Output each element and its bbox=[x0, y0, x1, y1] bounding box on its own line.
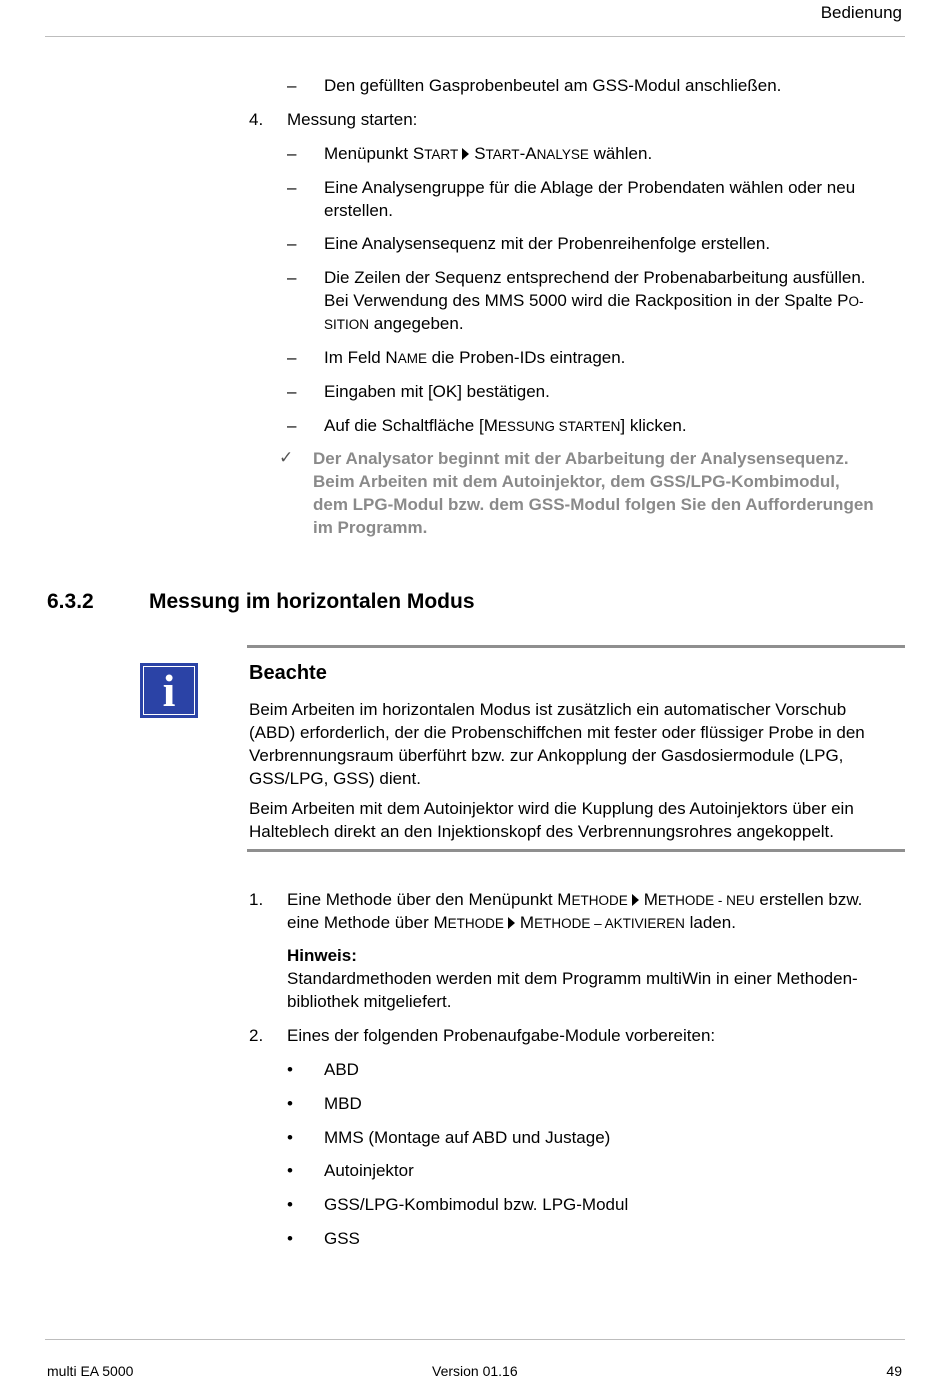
substep-analysis-group-l1: Eine Analysengruppe für die Ablage der Probendaten wählen oder neu bbox=[324, 178, 856, 197]
footer-product: multi EA 5000 bbox=[47, 1363, 134, 1379]
menu-arrow-icon bbox=[462, 148, 469, 160]
hint-l1: Standardmethoden werden mit dem Programm multiWin in einer Methoden- bbox=[287, 969, 858, 988]
step-number: 2. bbox=[249, 1026, 264, 1045]
section-title: Messung im horizontalen Modus bbox=[149, 590, 475, 613]
step-prepare-modules: Eines der folgenden Probenaufgabe-Module vorbereiten: bbox=[287, 1026, 716, 1045]
info-icon bbox=[140, 663, 198, 718]
dash-marker: – bbox=[287, 348, 297, 367]
bullet-icon: • bbox=[287, 1060, 293, 1079]
substep-click-start: Auf die Schaltfläche [MESSUNG STARTEN] klicken. bbox=[324, 416, 687, 435]
check-icon: ✓ bbox=[279, 448, 294, 467]
list-item: MMS (Montage auf ABD und Justage) bbox=[324, 1128, 611, 1147]
step-method-l1: Eine Methode über den Menüpunkt METHODE METHODE - NEU erstellen bzw. bbox=[287, 890, 863, 909]
step-start-measurement: Messung starten: bbox=[287, 110, 418, 129]
step-number: 1. bbox=[249, 890, 264, 909]
substep-fill-rows-l3: SITION angegeben. bbox=[324, 314, 464, 333]
bullet-icon: • bbox=[287, 1195, 293, 1214]
note-top-rule bbox=[247, 645, 905, 648]
dash-marker: – bbox=[287, 76, 297, 95]
footer-version: Version 01.16 bbox=[432, 1363, 518, 1379]
list-item: GSS/LPG-Kombimodul bzw. LPG-Modul bbox=[324, 1195, 629, 1214]
dash-marker: – bbox=[287, 234, 297, 253]
list-item: ABD bbox=[324, 1060, 359, 1079]
substep-analysis-group-l2: erstellen. bbox=[324, 201, 393, 220]
substep-create-sequence: Eine Analysensequenz mit der Probenreihenfolge erstellen. bbox=[324, 234, 771, 253]
dash-marker: – bbox=[287, 382, 297, 401]
note-p1-l4: GSS/LPG, GSS) dient. bbox=[249, 769, 421, 788]
dash-marker: – bbox=[287, 178, 297, 197]
note-title: Beachte bbox=[249, 662, 327, 684]
running-header: Bedienung bbox=[820, 3, 902, 22]
note-p2-l1: Beim Arbeiten mit dem Autoinjektor wird die Kupplung des Autoinjektors über ein bbox=[249, 799, 854, 818]
bullet-icon: • bbox=[287, 1229, 293, 1248]
dash-marker: – bbox=[287, 144, 297, 163]
substep-fill-rows-l1: Die Zeilen der Sequenz entsprechend der Probenabarbeitung ausfüllen. bbox=[324, 268, 866, 287]
substep-name-field: Im Feld NAME die Proben-IDs eintragen. bbox=[324, 348, 626, 367]
note-p1-l1: Beim Arbeiten im horizontalen Modus ist zusätzlich ein automatischer Vorschub bbox=[249, 700, 847, 719]
bullet-icon: • bbox=[287, 1161, 293, 1180]
dash-marker: – bbox=[287, 416, 297, 435]
substep-connect-bag: Den gefüllten Gasprobenbeutel am GSS-Modul anschließen. bbox=[324, 76, 782, 95]
header-rule bbox=[45, 36, 905, 37]
menu-arrow-icon bbox=[632, 894, 639, 906]
step-method-l2: eine Methode über METHODE METHODE – AKTIVIEREN laden. bbox=[287, 913, 736, 932]
bullet-icon: • bbox=[287, 1128, 293, 1147]
hint-title: Hinweis: bbox=[287, 946, 357, 965]
result-text-l2: Beim Arbeiten mit dem Autoinjektor, dem GSS/LPG-Kombimodul, bbox=[313, 472, 840, 491]
bullet-icon: • bbox=[287, 1094, 293, 1113]
section-number: 6.3.2 bbox=[47, 590, 94, 613]
result-text-l4: im Programm. bbox=[313, 518, 428, 537]
result-text-l3: dem LPG-Modul bzw. dem GSS-Modul folgen Sie den Aufforderungen bbox=[313, 495, 874, 514]
note-p1-l3: Verbrennungsraum überführt bzw. zur Ankopplung der Gasdosiermodule (LPG, bbox=[249, 746, 844, 765]
menu-arrow-icon bbox=[508, 917, 515, 929]
list-item: MBD bbox=[324, 1094, 362, 1113]
page-number: 49 bbox=[886, 1363, 902, 1379]
substep-fill-rows-l2: Bei Verwendung des MMS 5000 wird die Rackposition in der Spalte PO- bbox=[324, 291, 864, 310]
result-text-l1: Der Analysator beginnt mit der Abarbeitung der Analysensequenz. bbox=[313, 449, 849, 468]
info-icon-glyph: i bbox=[162, 665, 176, 716]
note-p1-l2: (ABD) erforderlich, der die Probenschiffchen mit fester oder flüssiger Probe in den bbox=[249, 723, 865, 742]
list-item: Autoinjektor bbox=[324, 1161, 414, 1180]
list-item: GSS bbox=[324, 1229, 360, 1248]
step-number: 4. bbox=[249, 110, 264, 129]
note-bottom-rule bbox=[247, 849, 905, 852]
note-p2-l2: Halteblech direkt an den Injektionskopf des Verbrennungsrohres angekoppelt. bbox=[249, 822, 834, 841]
substep-confirm-ok: Eingaben mit [OK] bestätigen. bbox=[324, 382, 550, 401]
substep-menu-start-analysis: Menüpunkt START START-ANALYSE wählen. bbox=[324, 144, 653, 163]
hint-l2: bibliothek mitgeliefert. bbox=[287, 992, 452, 1011]
footer-rule bbox=[45, 1339, 905, 1340]
dash-marker: – bbox=[287, 268, 297, 287]
